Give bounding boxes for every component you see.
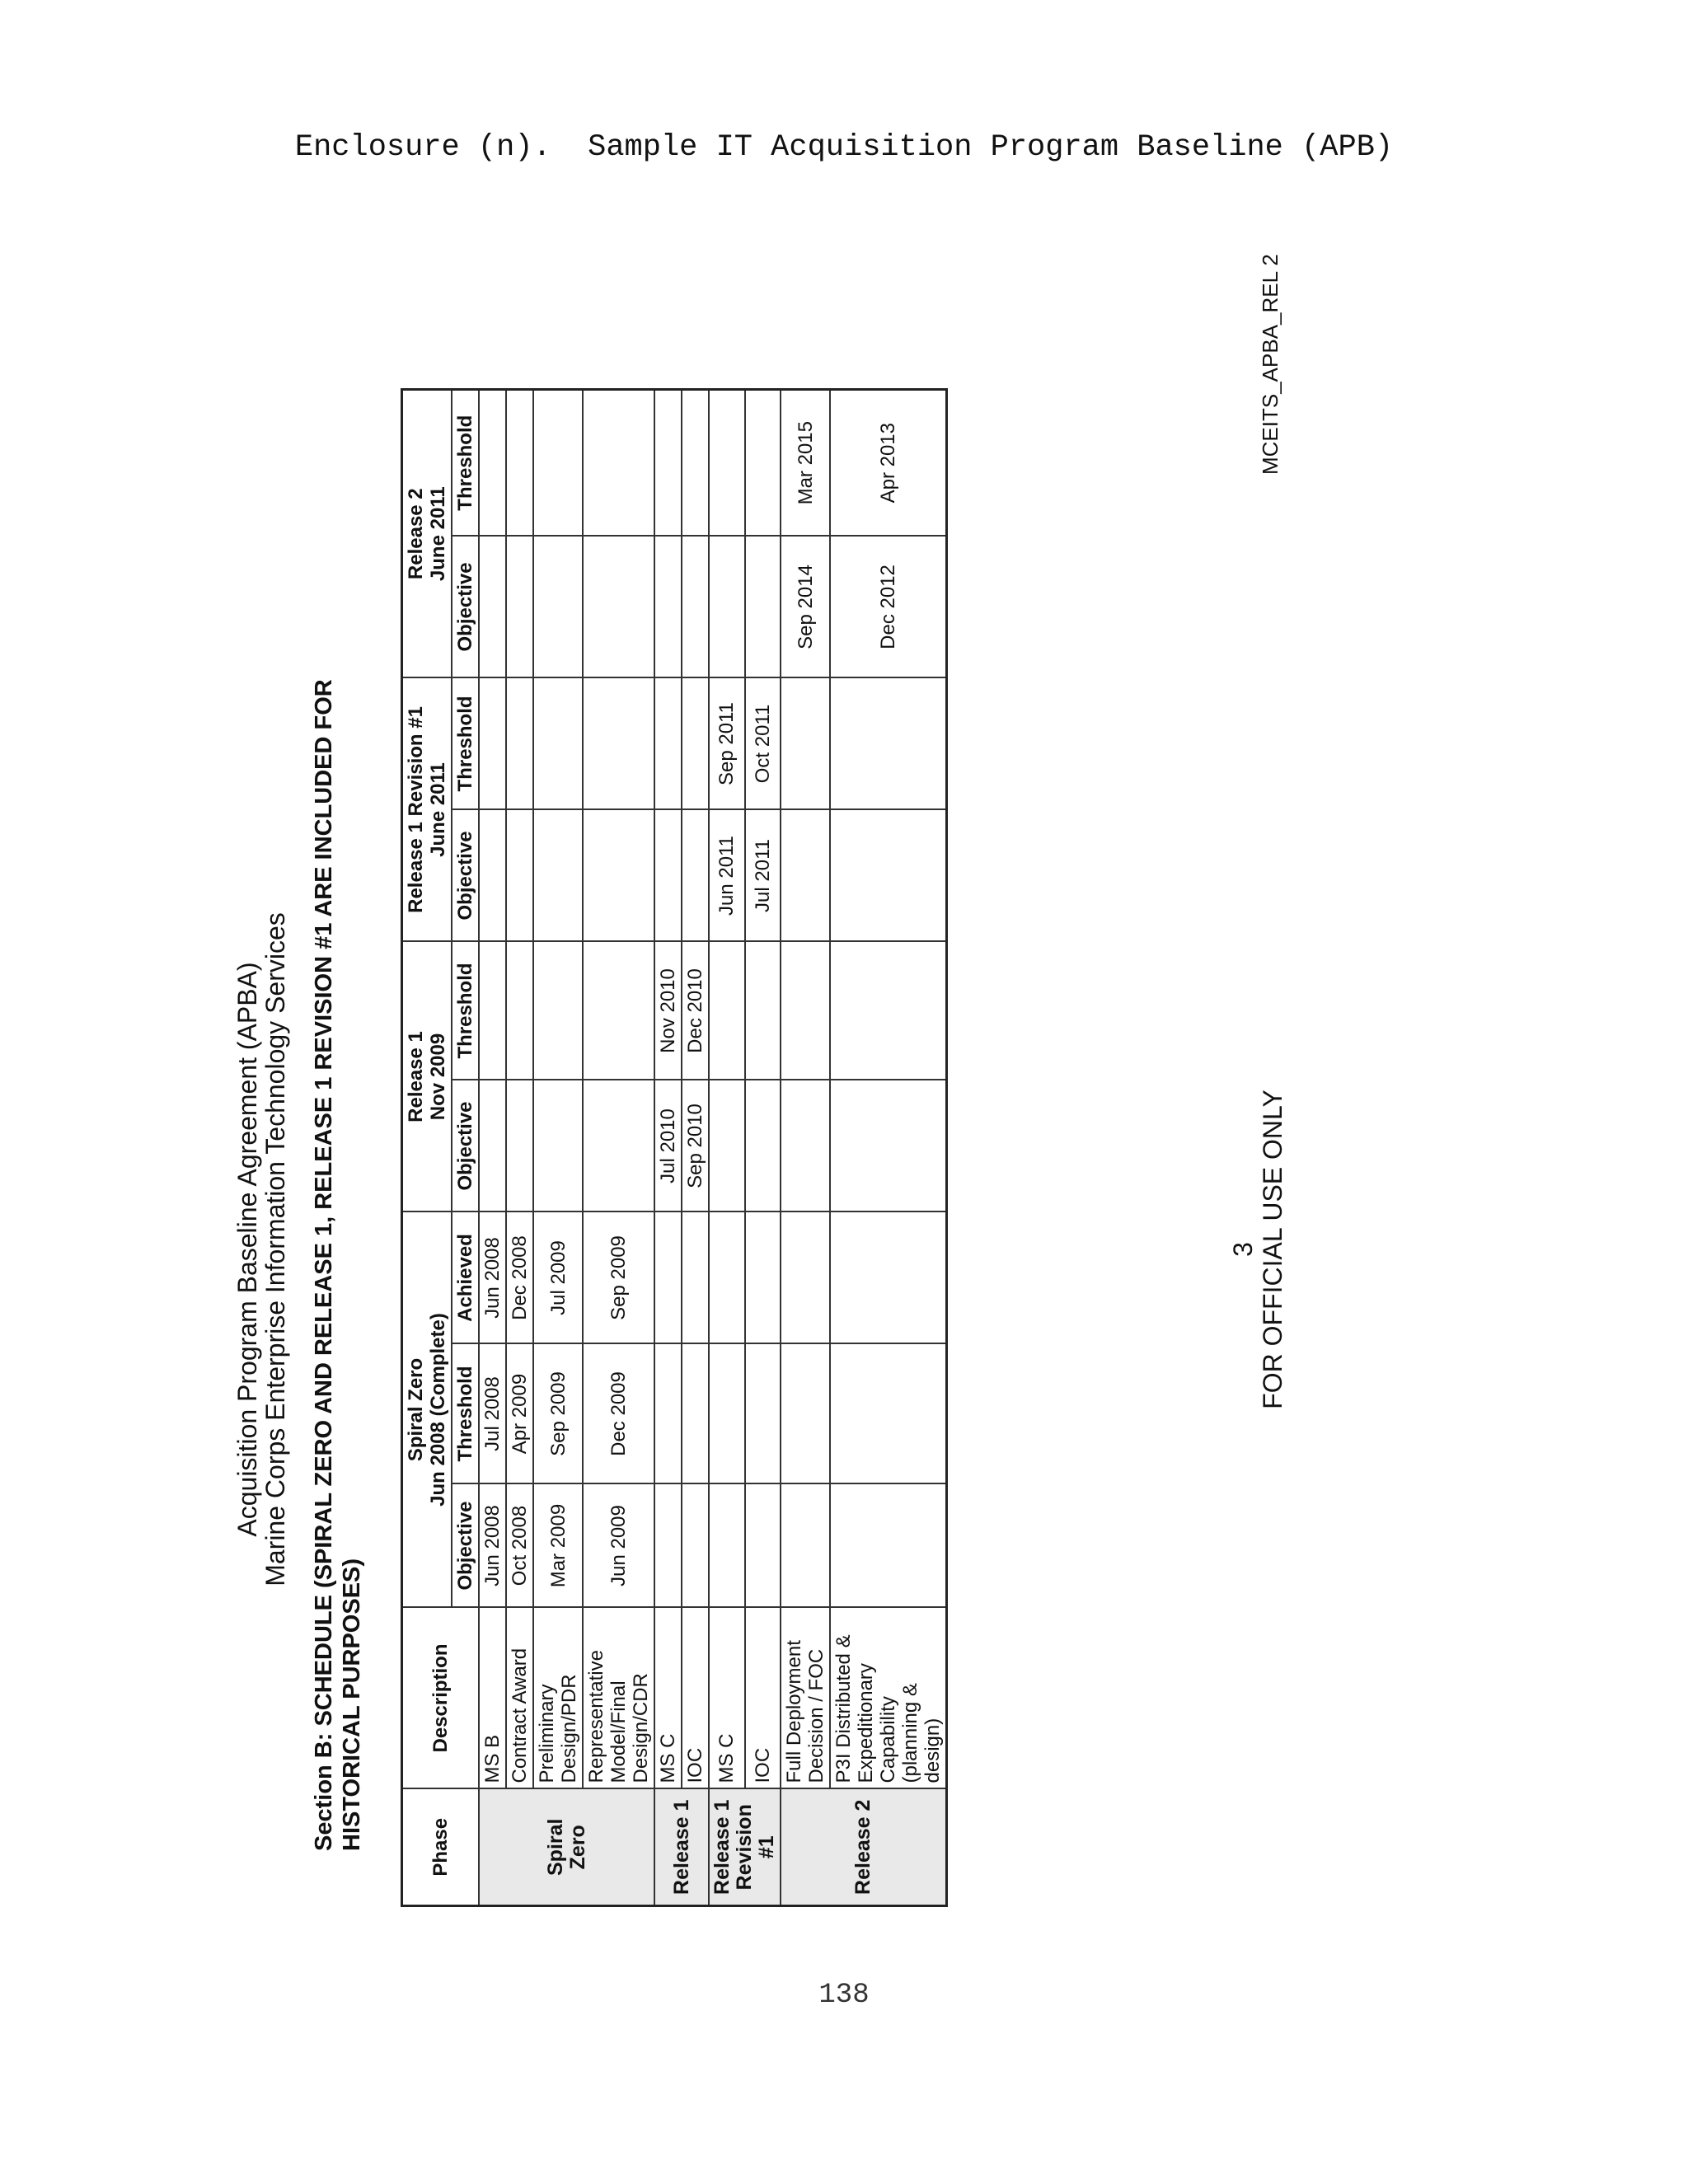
date-cell [506, 389, 533, 536]
table-row [479, 389, 506, 1905]
date-cell: Nov 2010 [654, 941, 682, 1080]
date-cell: Jul 2009 [533, 1212, 583, 1343]
date-cell [745, 389, 781, 536]
description-cell: Contract Award [506, 1608, 533, 1789]
group-header: Spiral Zero Jun 2008 (Complete) [402, 1212, 452, 1607]
date-cell [830, 1212, 947, 1343]
date-cell [709, 1484, 745, 1608]
date-cell: Dec 2008 [506, 1212, 533, 1343]
date-cell [781, 677, 830, 809]
subheader-cell: Objective [452, 809, 479, 941]
description-cell: IOC [682, 1608, 709, 1789]
date-cell: Mar 2009 [533, 1484, 583, 1608]
date-cell [533, 1080, 583, 1212]
date-cell: Jul 2010 [654, 1080, 682, 1212]
section-heading: Section B: SCHEDULE (SPIRAL ZERO AND RELEASE 1, RELEASE 1 REVISION #1 ARE INCLUDED FOR HISTORICAL PURPOSES) [311, 679, 365, 1851]
date-cell: Dec 2009 [583, 1344, 654, 1484]
date-cell [583, 941, 654, 1080]
document-subtitle: Marine Corps Enterprise Information Technology Services [260, 912, 290, 1586]
rotated-schedule-page [201, 254, 1503, 1942]
page-number: 138 [818, 1980, 870, 2011]
date-cell [830, 1344, 947, 1484]
date-cell [654, 1212, 682, 1343]
date-cell [654, 677, 682, 809]
footer-page-number: 3 [1228, 1242, 1258, 1257]
date-cell [682, 1212, 709, 1343]
date-cell [654, 536, 682, 677]
date-cell: Jun 2009 [583, 1484, 654, 1608]
date-cell: Sep 2011 [709, 677, 745, 809]
phase-cell: Release 1 Revision #1 [709, 1789, 781, 1906]
date-cell [533, 389, 583, 536]
table-row [682, 389, 709, 1905]
date-cell [583, 1080, 654, 1212]
date-cell [533, 536, 583, 677]
date-cell: Apr 2009 [506, 1344, 533, 1484]
date-cell [781, 1080, 830, 1212]
schedule-body [479, 389, 947, 1905]
table-row [533, 389, 583, 1905]
date-cell [709, 941, 745, 1080]
date-cell [830, 1080, 947, 1212]
subheader-cell: Achieved [452, 1212, 479, 1343]
footer-document-code: MCEITS_APBA_REL 2 [1258, 254, 1282, 475]
date-cell: Jul 2011 [745, 809, 781, 941]
table-row [781, 389, 830, 1905]
date-cell [745, 536, 781, 677]
description-cell: MS C [654, 1608, 682, 1789]
date-cell [830, 1484, 947, 1608]
date-cell [781, 1484, 830, 1608]
phase-cell: Spiral Zero [479, 1789, 654, 1906]
table-row [506, 389, 533, 1905]
date-cell: Oct 2011 [745, 677, 781, 809]
date-cell [781, 941, 830, 1080]
date-cell: Apr 2013 [830, 389, 947, 536]
date-cell [709, 389, 745, 536]
date-cell [709, 1080, 745, 1212]
date-cell: Sep 2014 [781, 536, 830, 677]
date-cell [506, 809, 533, 941]
description-cell: Full Deployment Decision / FOC [781, 1608, 830, 1789]
date-cell [479, 941, 506, 1080]
date-cell [682, 536, 709, 677]
date-cell: Sep 2010 [682, 1080, 709, 1212]
date-cell [682, 1484, 709, 1608]
group-header-row [402, 389, 452, 1905]
phase-header: Phase [402, 1789, 480, 1906]
date-cell [506, 1080, 533, 1212]
subheader-cell: Objective [452, 536, 479, 677]
date-cell: Jun 2011 [709, 809, 745, 941]
enclosure-title: Enclosure (n). Sample IT Acquisition Program Baseline (APB) [294, 130, 1394, 165]
date-cell [479, 536, 506, 677]
date-cell [479, 1080, 506, 1212]
date-cell [506, 677, 533, 809]
subheader-cell: Threshold [452, 941, 479, 1080]
date-cell [745, 1484, 781, 1608]
table-row [745, 389, 781, 1905]
date-cell [583, 809, 654, 941]
date-cell [709, 536, 745, 677]
description-cell: MS B [479, 1608, 506, 1789]
subheader-cell: Threshold [452, 1344, 479, 1484]
date-cell [781, 1344, 830, 1484]
date-cell [745, 1080, 781, 1212]
date-cell [682, 389, 709, 536]
group-header: Release 1 Nov 2009 [402, 941, 452, 1212]
date-cell [654, 1344, 682, 1484]
date-cell [506, 941, 533, 1080]
date-cell [781, 1212, 830, 1343]
date-cell [479, 809, 506, 941]
schedule-table [401, 388, 948, 1907]
date-cell: Jun 2008 [479, 1484, 506, 1608]
date-cell [533, 677, 583, 809]
date-cell: Jul 2008 [479, 1344, 506, 1484]
date-cell [533, 941, 583, 1080]
subheader-cell: Threshold [452, 389, 479, 536]
table-row [830, 389, 947, 1905]
date-cell [506, 536, 533, 677]
date-cell: Dec 2010 [682, 941, 709, 1080]
date-cell [682, 1344, 709, 1484]
footer-official-use: FOR OFFICIAL USE ONLY [1258, 1090, 1287, 1409]
phase-cell: Release 2 [781, 1789, 947, 1906]
date-cell [654, 389, 682, 536]
subheader-cell: Objective [452, 1484, 479, 1608]
date-cell [654, 809, 682, 941]
date-cell: Sep 2009 [583, 1212, 654, 1343]
table-row [654, 389, 682, 1905]
date-cell [533, 809, 583, 941]
description-cell: Representative Model/Final Design/CDR [583, 1608, 654, 1789]
date-cell [583, 389, 654, 536]
date-cell [830, 677, 947, 809]
date-cell [781, 809, 830, 941]
date-cell [682, 809, 709, 941]
document-title: Acquisition Program Baseline Agreement (APBA) [232, 962, 262, 1537]
date-cell: Dec 2012 [830, 536, 947, 677]
description-cell: MS C [709, 1608, 745, 1789]
group-header: Release 2 June 2011 [402, 389, 452, 677]
date-cell [654, 1484, 682, 1608]
date-cell: Oct 2008 [506, 1484, 533, 1608]
description-cell: P3I Distributed & Expeditionary Capability (planning & design) [830, 1608, 947, 1789]
date-cell: Sep 2009 [533, 1344, 583, 1484]
date-cell [583, 536, 654, 677]
subheader-cell: Objective [452, 1080, 479, 1212]
date-cell [830, 941, 947, 1080]
subheader-cell: Threshold [452, 677, 479, 809]
date-cell: Mar 2015 [781, 389, 830, 536]
table-row [583, 389, 654, 1905]
description-cell: IOC [745, 1608, 781, 1789]
date-cell [583, 677, 654, 809]
date-cell [479, 389, 506, 536]
description-cell: Preliminary Design/PDR [533, 1608, 583, 1789]
date-cell [745, 1212, 781, 1343]
date-cell [745, 1344, 781, 1484]
date-cell [709, 1344, 745, 1484]
date-cell [682, 677, 709, 809]
date-cell [479, 677, 506, 809]
phase-cell: Release 1 [654, 1789, 709, 1906]
description-header: Description [402, 1608, 480, 1789]
date-cell: Jun 2008 [479, 1212, 506, 1343]
group-header: Release 1 Revision #1 June 2011 [402, 677, 452, 941]
table-row [709, 389, 745, 1905]
date-cell [709, 1212, 745, 1343]
date-cell [830, 809, 947, 941]
date-cell [745, 941, 781, 1080]
